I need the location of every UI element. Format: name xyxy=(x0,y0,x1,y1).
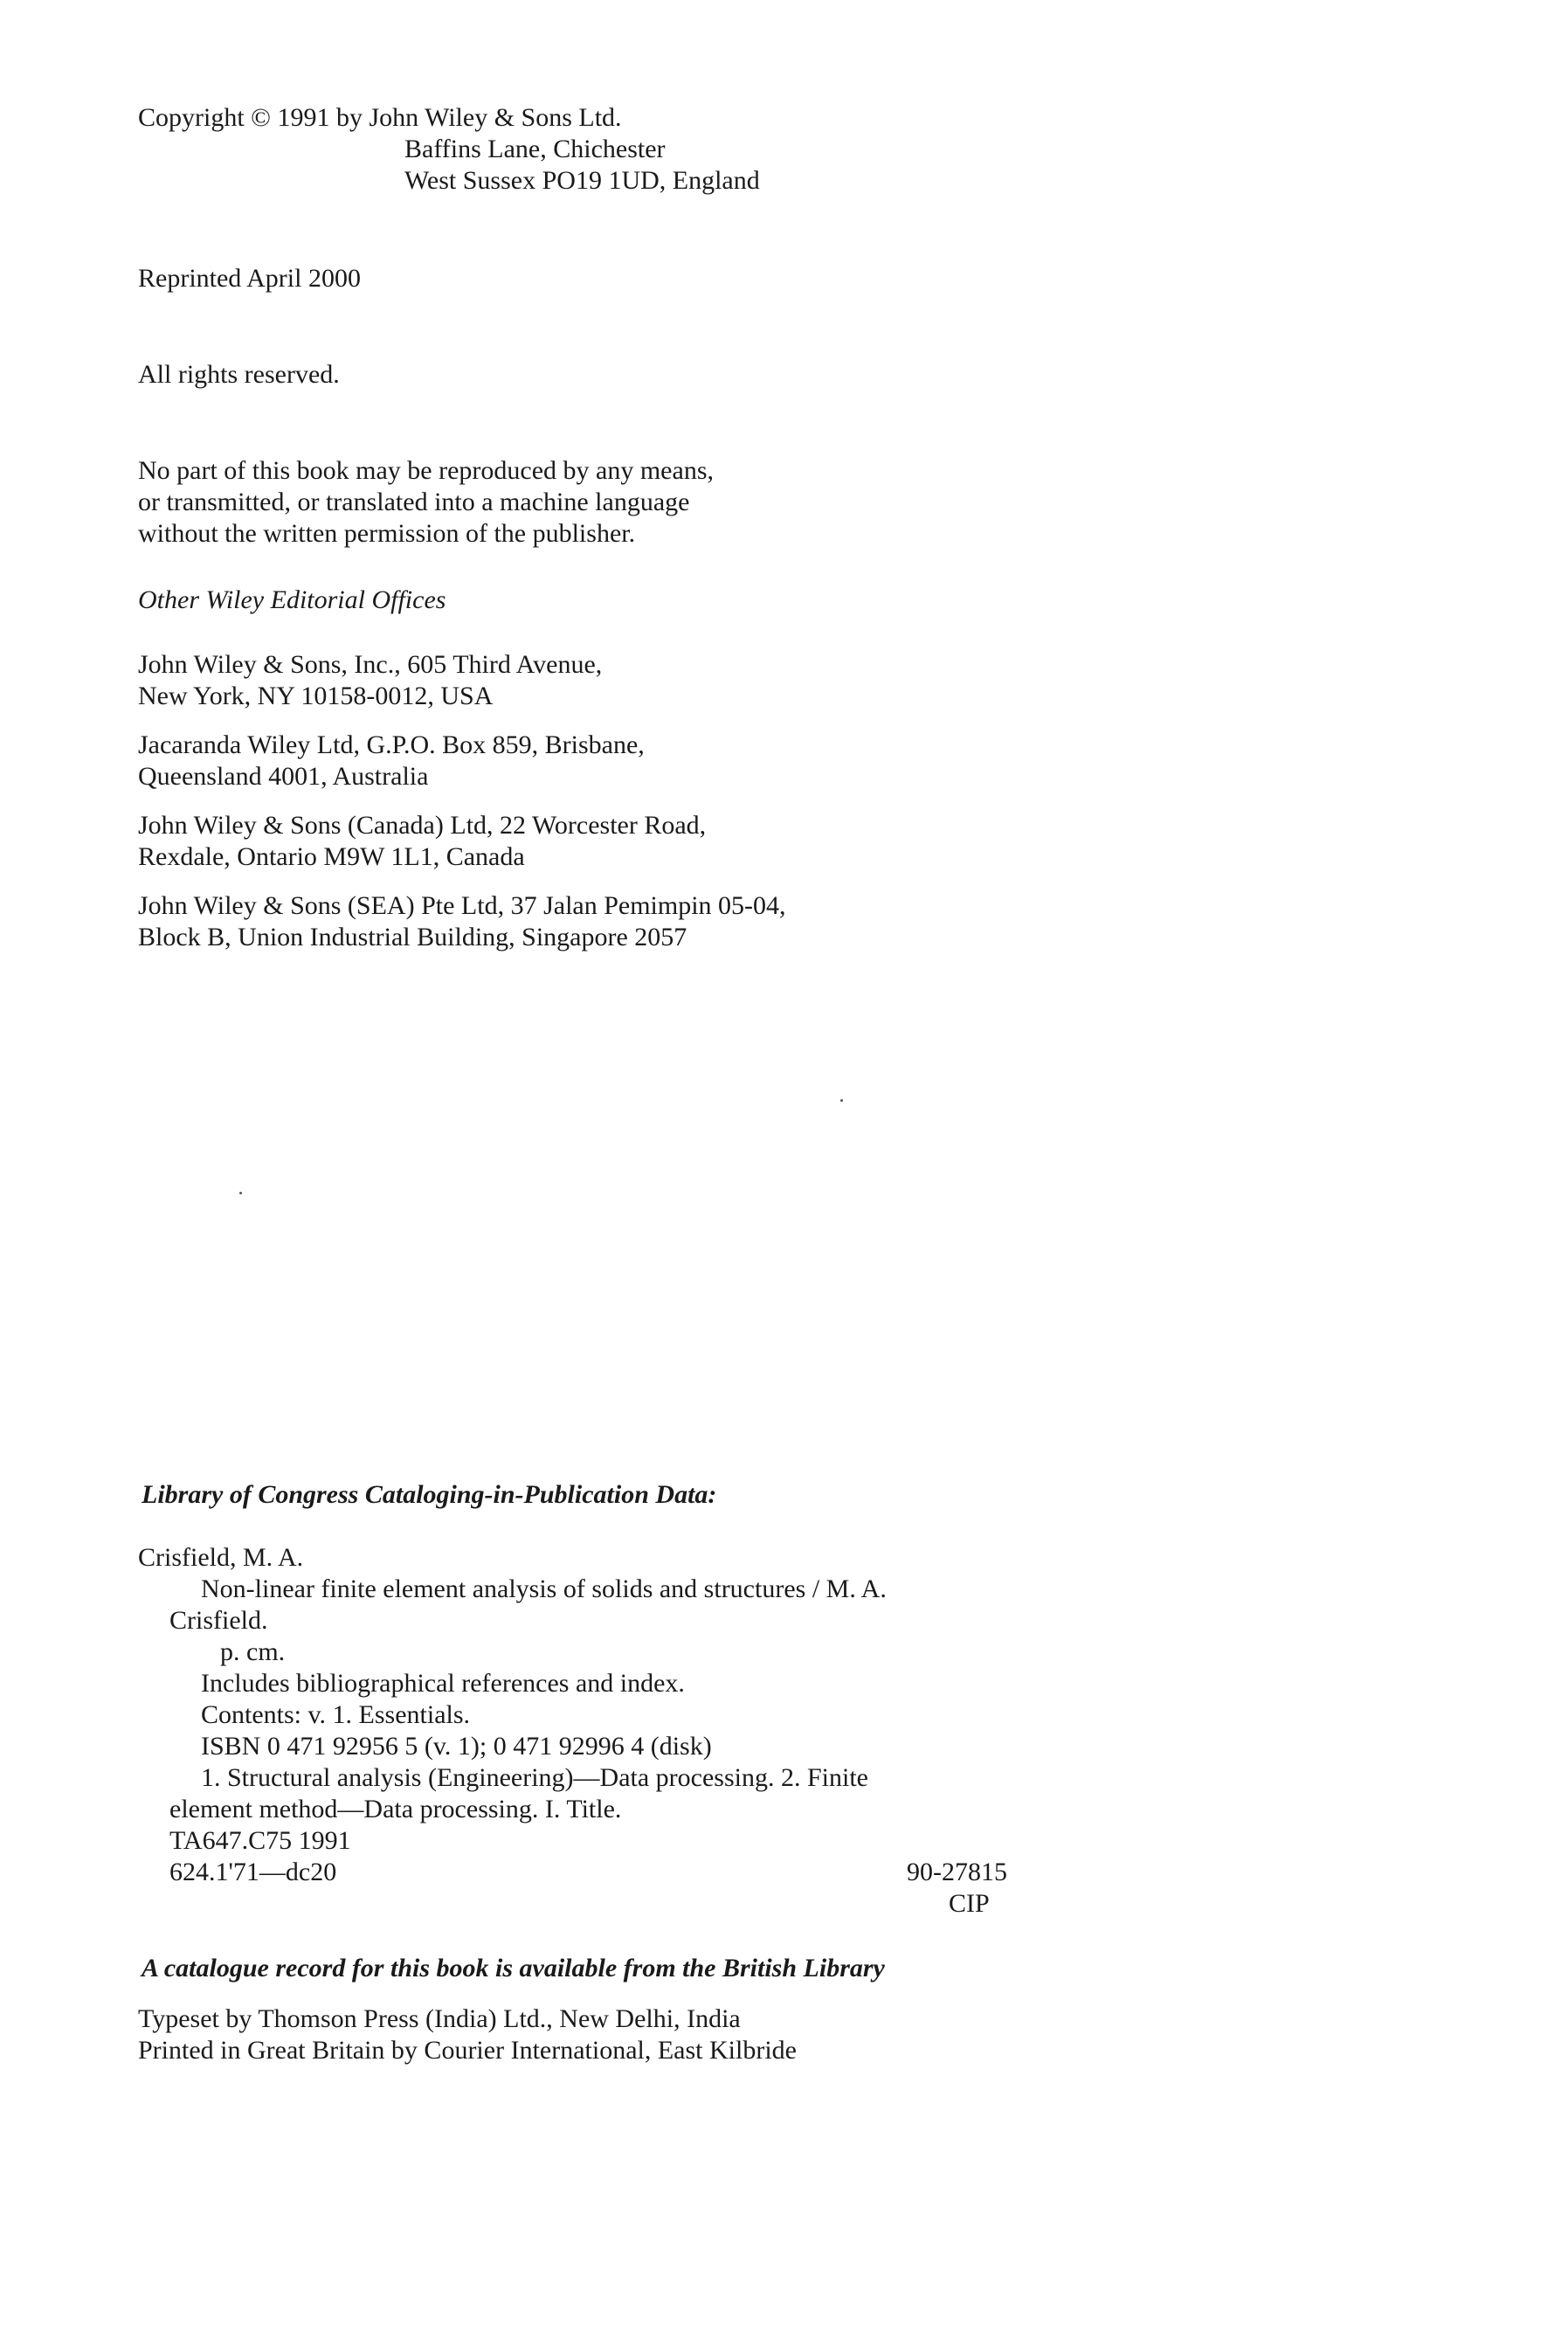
cip-pages: p. cm. xyxy=(220,1637,286,1666)
printed-note: Printed in Great Britain by Courier International, East Kilbride xyxy=(138,2036,797,2065)
office-us-line-2: New York, NY 10158-0012, USA xyxy=(138,682,494,710)
cip-subjects-line-1: 1. Structural analysis (Engineering)—Data processing. 2. Finite xyxy=(201,1763,868,1792)
office-canada-line-1: John Wiley & Sons (Canada) Ltd, 22 Worcester Road, xyxy=(138,811,707,840)
publisher-address-line-2: West Sussex PO19 1UD, England xyxy=(404,166,760,195)
british-library-note: A catalogue record for this book is available from the British Library xyxy=(142,1954,885,1983)
cip-title-line-2: Crisfield. xyxy=(169,1606,268,1635)
scan-speck xyxy=(239,1192,242,1194)
cip-label: CIP xyxy=(949,1889,990,1918)
notice-line-1: No part of this book may be reproduced by any means, xyxy=(138,456,714,485)
cip-includes: Includes bibliographical references and index. xyxy=(201,1669,685,1698)
cip-heading: Library of Congress Cataloging-in-Publication Data: xyxy=(142,1480,717,1509)
rights-statement: All rights reserved. xyxy=(138,360,340,389)
cip-contents: Contents: v. 1. Essentials. xyxy=(201,1700,471,1729)
notice-line-2: or transmitted, or translated into a machine language xyxy=(138,488,690,516)
publisher-address-line-1: Baffins Lane, Chichester xyxy=(404,135,666,163)
office-singapore-line-1: John Wiley & Sons (SEA) Pte Ltd, 37 Jalan Pemimpin 05-04, xyxy=(138,891,786,920)
notice-line-3: without the written permission of the publisher. xyxy=(138,519,636,548)
cip-call-number: TA647.C75 1991 xyxy=(169,1826,351,1855)
cip-isbn: ISBN 0 471 92956 5 (v. 1); 0 471 92996 4 (disk) xyxy=(201,1732,712,1761)
cip-dewey: 624.1'71—dc20 xyxy=(169,1858,337,1886)
office-australia-line-2: Queensland 4001, Australia xyxy=(138,762,429,791)
typeset-note: Typeset by Thomson Press (India) Ltd., New Delhi, India xyxy=(138,2004,741,2033)
cip-author: Crisfield, M. A. xyxy=(138,1543,304,1572)
cip-subjects-line-2: element method—Data processing. I. Title. xyxy=(169,1795,622,1823)
office-australia-line-1: Jacaranda Wiley Ltd, G.P.O. Box 859, Brisbane, xyxy=(138,730,645,759)
office-singapore-line-2: Block B, Union Industrial Building, Singapore 2057 xyxy=(138,923,687,951)
offices-heading: Other Wiley Editorial Offices xyxy=(138,585,446,614)
cip-lccn: 90-27815 xyxy=(907,1858,1007,1886)
cip-title-line-1: Non-linear finite element analysis of solids and structures / M. A. xyxy=(201,1574,887,1603)
scan-speck xyxy=(840,1099,843,1102)
reprint-note: Reprinted April 2000 xyxy=(138,264,361,293)
copyright-line: Copyright © 1991 by John Wiley & Sons Ltd. xyxy=(138,103,622,132)
office-us-line-1: John Wiley & Sons, Inc., 605 Third Avenue, xyxy=(138,650,603,679)
office-canada-line-2: Rexdale, Ontario M9W 1L1, Canada xyxy=(138,842,525,871)
